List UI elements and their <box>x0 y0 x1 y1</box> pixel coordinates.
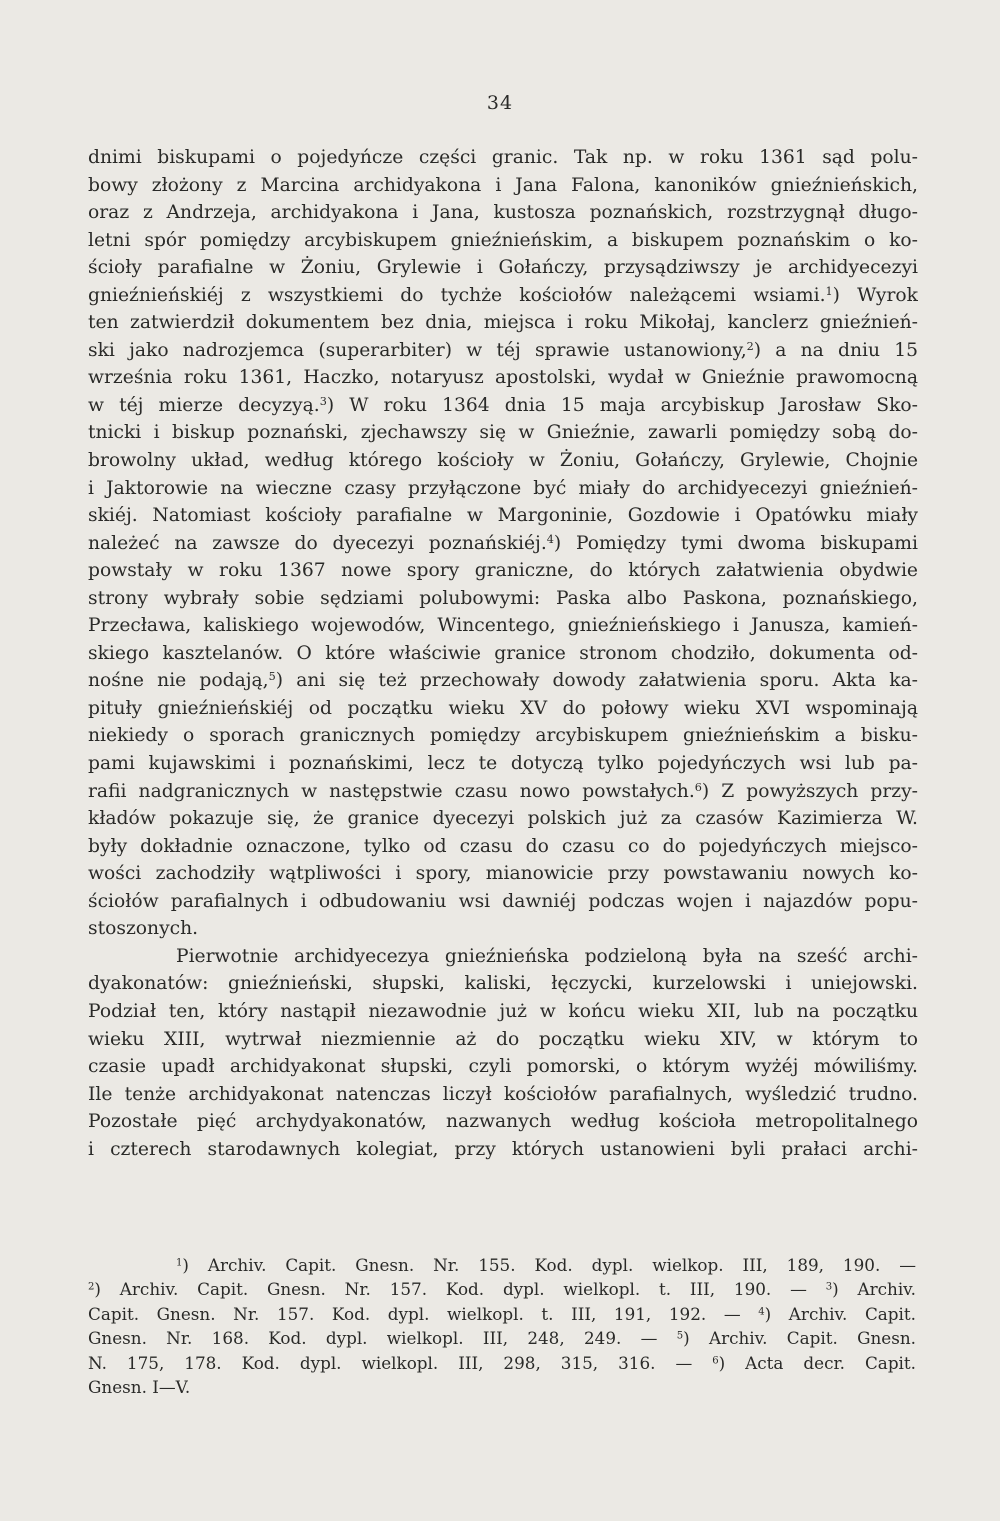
text-line: czasie upadł archidyakonat słupski, czyli pomorski, o którym wyżéj mówiliśmy. <box>88 1056 918 1078</box>
text-line: wieku XIII, wytrwał niezmiennie aż do początku wieku XIV, w którym to <box>88 1028 918 1050</box>
main-text <box>88 144 918 1163</box>
text-line: ski jako nadrozjemca (superarbiter) w téj sprawie ustanowiony,$^2$) a na dniu 15 <box>88 339 918 361</box>
text-line: i Jaktorowie na wieczne czasy przyłączone być miały do archidyecezyi gnieźnień- <box>88 477 918 499</box>
footnote-marker: 3 <box>319 394 327 408</box>
text-line: rafii nadgranicznych w następstwie czasu nowo powstałych.$^6$) Z powyższych przy- <box>88 780 918 802</box>
footnote-marker: 1 <box>176 1257 183 1269</box>
text-line: ścioły parafialne w Żoniu, Grylewie i Gołańczy, przysądziwszy je archidyecezyi <box>88 257 918 279</box>
footnote-marker: 2 <box>746 339 754 353</box>
footnote-marker: 4 <box>546 532 554 546</box>
text-line: strony wybrały sobie sędziami polubowymi: Paska albo Paskona, poznańskiego, <box>88 587 918 609</box>
footnote-line: $^2$) Archiv. Capit. Gnesn. Nr. 157. Kod. dypl. wielkopl. t. III, 190. — $^3$) Archiv. <box>88 1279 916 1300</box>
footnote-line: Capit. Gnesn. Nr. 157. Kod. dypl. wielkopl. t. III, 191, 192. — $^4$) Archiv. Capit. <box>88 1303 916 1324</box>
text-line: bowy złożony z Marcina archidyakona i Jana Falona, kanoników gnieźnieńskich, <box>88 174 918 196</box>
footnote-marker: 2 <box>88 1281 95 1293</box>
text-line: pami kujawskimi i poznańskimi, lecz te dotyczą tylko pojedyńczych wsi lub pa- <box>88 753 918 775</box>
footnote-line: $^1$) Archiv. Capit. Gnesn. Nr. 155. Kod. dypl. wielkop. III, 189, 190. — <box>176 1255 916 1275</box>
text-line: browolny układ, według którego kościoły w Żoniu, Gołańczy, Grylewie, Chojnie <box>88 450 918 472</box>
text-line: kładów pokazuje się, że granice dyecezyi polskich już za czasów Kazimierza W. <box>88 808 918 830</box>
text-line: pituły gnieźnieńskiéj od początku wieku XV do połowy wieku XVI wspominają <box>88 697 918 719</box>
text-line: września roku 1361, Haczko, notaryusz apostolski, wydał w Gnieźnie prawomocną <box>88 367 918 389</box>
footnote-line: N. 175, 178. Kod. dypl. wielkopl. III, 298, 315, 316. — $^6$) Acta decr. Capit. <box>88 1352 916 1373</box>
text-line: ściołów parafialnych i odbudowaniu wsi dawniéj podczas wojen i najazdów popu- <box>88 890 918 912</box>
footnote-line: Gnesn. Nr. 168. Kod. dypl. wielkopl. III, 248, 249. — $^5$) Archiv. Capit. Gnesn. <box>88 1328 916 1349</box>
text-line: oraz z Andrzeja, archidyakona i Jana, kustosza poznańskich, rozstrzygnął długo- <box>88 202 918 224</box>
page-number: 34 <box>486 92 514 114</box>
footnote-marker: 6 <box>712 1355 719 1367</box>
text-line: dyakonatów: gnieźnieński, słupski, kaliski, łęczycki, kurzelowski i uniejowski. <box>88 973 918 995</box>
text-line: niekiedy o sporach granicznych pomiędzy arcybiskupem gnieźnieńskim a bisku- <box>88 725 918 747</box>
footnote-marker: 3 <box>825 1281 833 1293</box>
footnote-marker: 6 <box>694 780 702 794</box>
text-line: Pozostałe pięć archydyakonatów, nazwanych według kościoła metropolitalnego <box>88 1111 918 1133</box>
text-line: letni spór pomiędzy arcybiskupem gnieźnieńskim, a biskupem poznańskim o ko- <box>88 229 918 251</box>
text-line: ten zatwierdził dokumentem bez dnia, miejsca i roku Mikołaj, kanclerz gnieźnień- <box>88 312 918 334</box>
text-line: Ile tenże archidyakonat natenczas liczył kościołów parafialnych, wyśledzić trudno. <box>88 1083 918 1105</box>
paragraph-end-line: stoszonych. <box>88 918 199 940</box>
footnote-marker: 5 <box>268 670 276 684</box>
footnotes <box>88 1253 916 1399</box>
text-line: Podział ten, który nastąpił niezawodnie już w końcu wieku XII, lub na początku <box>88 1000 918 1022</box>
text-line: dnimi biskupami o pojedyńcze części granic. Tak np. w roku 1361 sąd polu- <box>88 147 918 168</box>
footnote-line: Gnesn. I—V. <box>88 1376 191 1397</box>
text-line: powstały w roku 1367 nowe spory graniczne, do których załatwienia obydwie <box>88 560 918 582</box>
footnote-marker: 4 <box>758 1306 765 1318</box>
text-line: nośne nie podają,$^5$) ani się też przechowały dowody załatwienia sporu. Akta ka- <box>88 670 918 692</box>
text-line: gnieźnieńskiéj z wszystkiemi do tychże kościołów należącemi wsiami.$^1$) Wyrok <box>88 284 918 306</box>
text-line: Przecława, kaliskiego wojewodów, Wincentego, gnieźnieńskiego i Janusza, kamień- <box>88 615 918 637</box>
text-line: i czterech starodawnych kolegiat, przy których ustanowieni byli prałaci archi- <box>88 1138 918 1160</box>
text-line: były dokładnie oznaczone, tylko od czasu do czasu co do pojedyńczych miejsco- <box>88 835 918 857</box>
footnote-marker: 5 <box>676 1330 684 1342</box>
footnote-marker: 1 <box>825 284 833 298</box>
text-line: tnicki i biskup poznański, zjechawszy się w Gnieźnie, zawarli pomiędzy sobą do- <box>88 422 918 444</box>
text-line: skiéj. Natomiast kościoły parafialne w Margoninie, Gozdowie i Opatówku miały <box>88 505 918 527</box>
text-line: skiego kasztelanów. O które właściwie granice stronom chodziło, dokumenta od- <box>88 642 918 664</box>
paragraph-start-line: Pierwotnie archidyecezya gnieźnieńska podzieloną była na sześć archi- <box>176 945 918 967</box>
text-line: w téj mierze decyzyą.$^3$) W roku 1364 dnia 15 maja arcybiskup Jarosław Sko- <box>88 394 918 416</box>
text-line: wości zachodziły wątpliwości i spory, mianowicie przy powstawaniu nowych ko- <box>88 863 918 885</box>
text-line: należeć na zawsze do dyecezyi poznańskiéj.$^4$) Pomiędzy tymi dwoma biskupami <box>88 532 918 554</box>
